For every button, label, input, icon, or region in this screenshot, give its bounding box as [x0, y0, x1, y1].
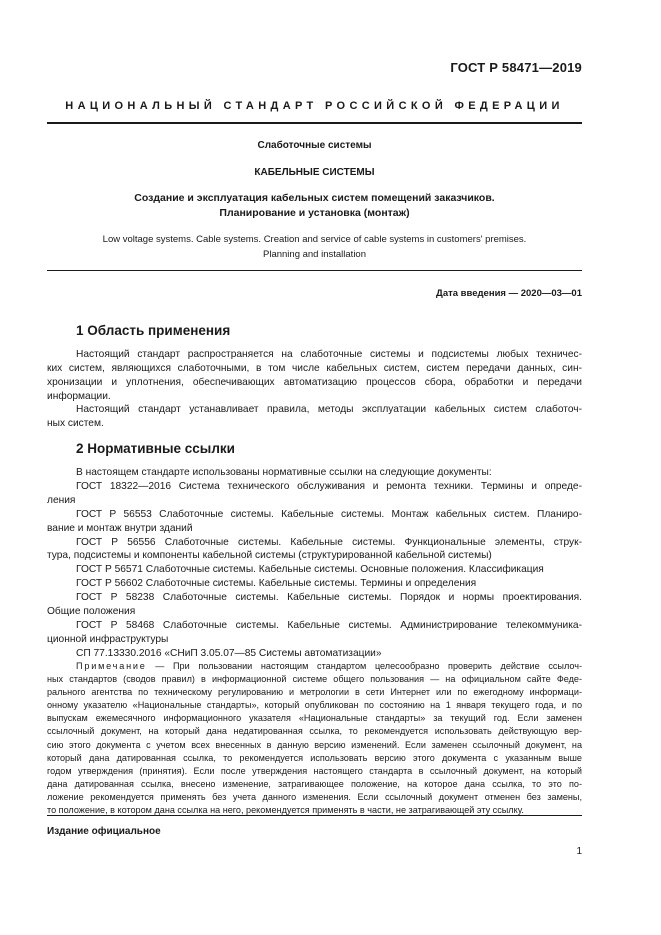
text-line: Настоящий стандарт распространяется на слаботочные системы и подсистемы любых техничес-: [76, 349, 582, 360]
reference-line: ГОСТ Р 58468 Слаботочные системы. Кабельные системы. Администрирование телекоммуника-: [76, 619, 582, 631]
reference-line: ГОСТ 18322—2016 Система технического обслуживания и ремонта техники. Термины и опреде-: [76, 480, 582, 492]
subtitle-line: Создание и эксплуатация кабельных систем помещений заказчиков.: [134, 192, 495, 204]
note-line: [47, 660, 582, 673]
reference-line: ционной инфраструктуры: [47, 633, 169, 645]
reference-line: тура, подсистемы и компоненты кабельной системы (структурированной кабельной системы): [47, 550, 492, 562]
header-rule: [47, 122, 582, 124]
document-code: ГОСТ Р 58471—2019: [450, 60, 582, 75]
english-title-line: Planning and installation: [263, 249, 366, 260]
reference-line: Общие положения: [47, 606, 136, 618]
standard-title: КАБЕЛЬНЫЕ СИСТЕМЫ: [254, 167, 375, 178]
standard-category: Слаботочные системы: [257, 140, 372, 151]
reference-line: ГОСТ Р 56602 Слаботочные системы. Кабельные системы. Термины и определения: [76, 578, 477, 590]
reference-line: СП 77.13330.2016 «СНиП 3.05.07—85 Системы автоматизации»: [76, 647, 382, 659]
note-line: дана датированная ссылка, внесено изменение, затрагивающее положение, на которое дана ссылка, то это по-: [47, 778, 582, 789]
note-line: ложение рекомендуется применять без учета данного изменения. Если ссылочный документ отменен без замены,: [47, 791, 582, 802]
note-line: сию этого документа с учетом всех внесенных в данную версию изменений. Если заменен ссылочный документ, на: [47, 739, 582, 750]
reference-line: вание и монтаж внутри зданий: [47, 522, 193, 534]
official-edition-label: Издание официальное: [47, 826, 161, 837]
reference-line: ГОСТ Р 56553 Слаботочные системы. Кабельные системы. Монтаж кабельных систем. Планиро-: [76, 508, 582, 520]
text-line: хронизации и уплотнения, обеспечивающих автоматизацию процессов сбора, обработки и передачи: [47, 376, 582, 388]
reference-line: ления: [47, 494, 76, 506]
references-intro: В настоящем стандарте использованы нормативные ссылки на следующие документы:: [76, 467, 492, 478]
footer-rule: [47, 815, 582, 816]
note-line: рального агентства по техническому регулированию и метрологии в сети Интернет или по ежегодному информаци-: [47, 687, 582, 698]
note-line: то положение, в котором дана ссылка на него, рекомендуется применять в части, не затрагивающей эту ссылку.: [47, 805, 524, 816]
section-2-references: [47, 466, 582, 661]
reference-line: ГОСТ Р 56556 Слаботочные системы. Кабельные системы. Функциональные элементы, струк-: [76, 536, 582, 548]
note-line: выпускам ежемесячного информационного указателя «Национальные стандарты» за текущий год. Если заменен: [47, 713, 582, 724]
text-line: ных систем.: [47, 417, 104, 429]
national-standard-heading: НАЦИОНАЛЬНЫЙ СТАНДАРТ РОССИЙСКОЙ ФЕДЕРАЦИИ: [65, 100, 564, 112]
section-1-heading: 1 Область применения: [76, 323, 231, 338]
text-line: ких систем, являющихся слаботочными, в том числе кабельных систем, систем передачи данных, син-: [47, 362, 582, 374]
section-1-paragraph-1: [47, 348, 582, 404]
section-1-paragraph-2: [47, 403, 582, 431]
note-line: ссылочный документ, на который дана недатированная ссылка, то рекомендуется использовать действующую вер-: [47, 726, 582, 737]
english-title-line: Low voltage systems. Cable systems. Creation and service of cable systems in customers' premises.: [102, 234, 527, 245]
note-line: ных стандартов (сводов правил) в информационной системе общего пользования — на официальном сайте Феде-: [47, 674, 582, 685]
title-rule: [47, 270, 582, 271]
section-2-heading: 2 Нормативные ссылки: [76, 441, 235, 456]
english-title: [47, 232, 582, 262]
text-line: Настоящий стандарт устанавливает правила, методы эксплуатации кабельных систем слаботоч-: [76, 404, 582, 415]
text-line: информации.: [47, 390, 111, 402]
note-block: [47, 660, 582, 817]
page-number: 1: [576, 846, 582, 857]
reference-line: ГОСТ Р 56571 Слаботочные системы. Кабельные системы. Основные положения. Классификация: [76, 564, 544, 576]
note-label: Примечание: [76, 661, 147, 671]
note-line: годом утверждения (принятия). Если после утверждения настоящего стандарта в ссылочный документ, на который: [47, 765, 582, 776]
note-text: — При пользовании настоящим стандартом целесообразно проверить действие ссылоч-: [146, 661, 582, 671]
subtitle-line: Планирование и установка (монтаж): [219, 207, 410, 219]
standard-subtitle: [47, 191, 582, 221]
reference-line: ГОСТ Р 58238 Слаботочные системы. Кабельные системы. Порядок и нормы проектирования.: [76, 592, 582, 604]
note-line: онному указателю «Национальные стандарты», который опубликован по состоянию на 1 января текущего года, и по: [47, 700, 582, 711]
note-line: который дана датированная ссылка, то рекомендуется использовать версию этого документа с указанным выше: [47, 752, 582, 763]
introduction-date: Дата введения — 2020—03—01: [436, 288, 582, 299]
